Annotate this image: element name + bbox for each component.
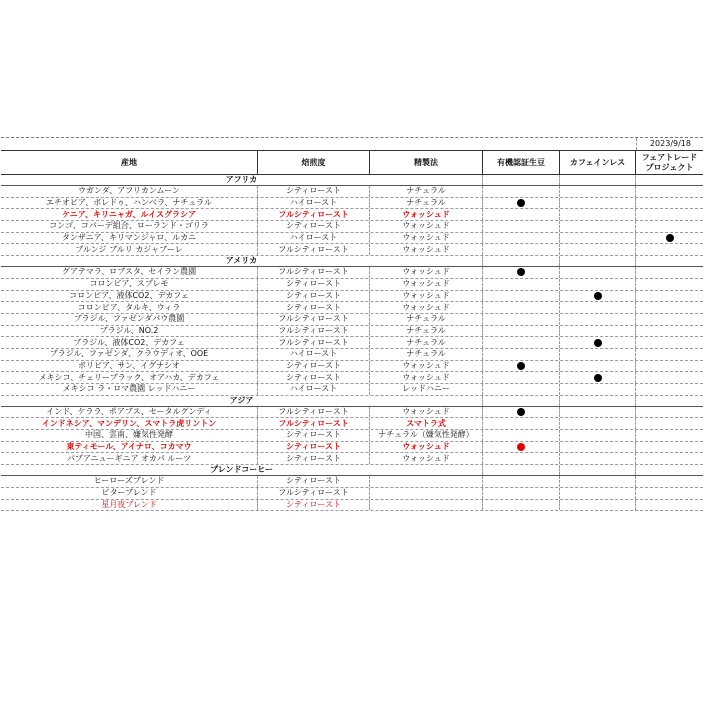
table-row	[1, 302, 703, 314]
organic-cell	[483, 186, 560, 197]
roast-cell-text: シティロースト	[286, 360, 341, 370]
process-cell-text: ウォッシュド	[402, 407, 450, 417]
origin-cell	[1, 291, 258, 302]
organic-cell	[483, 267, 560, 278]
origin-cell	[1, 430, 258, 441]
process-cell-text: ウォッシュド	[402, 233, 450, 243]
process-cell	[370, 233, 483, 244]
origin-cell-text: ブラジル、NO.2	[99, 325, 159, 335]
process-cell-text: ウォッシュド	[402, 302, 450, 312]
marker-dot-icon	[517, 199, 525, 207]
roast-cell-text: フルシティロースト	[278, 209, 349, 219]
coffee-origin-table	[1, 137, 703, 511]
roast-cell-text: シティロースト	[286, 186, 341, 196]
table-row	[1, 349, 703, 361]
fairtrade-cell	[636, 244, 703, 255]
origin-cell-text: メキシコ ラ・ロマ農園 レッドハニー	[62, 384, 196, 394]
table-row	[1, 209, 703, 221]
roast-cell-text: シティロースト	[286, 302, 341, 312]
organic-cell	[483, 302, 560, 313]
process-cell	[370, 337, 483, 348]
fairtrade-cell	[636, 418, 703, 429]
roast-cell	[258, 302, 370, 313]
roast-cell-text: シティロースト	[286, 372, 341, 382]
organic-cell	[483, 430, 560, 441]
process-cell-text: ナチュラル	[406, 314, 446, 324]
origin-cell-text: ブルンジ ブルリ カジャブーレ	[75, 244, 183, 254]
organic-cell	[483, 314, 560, 325]
table-row	[1, 430, 703, 442]
origin-cell	[1, 407, 258, 418]
roast-cell-text: シティロースト	[286, 453, 341, 463]
organic-cell	[483, 418, 560, 429]
roast-cell	[258, 500, 370, 511]
origin-cell-text: インドネシア、マンデリン、スマトラ虎リントン	[41, 418, 217, 428]
roast-cell-text: シティロースト	[286, 430, 341, 440]
table-row	[1, 291, 703, 303]
table-row	[1, 500, 703, 512]
process-cell	[370, 488, 483, 499]
process-cell-text: スマトラ式	[406, 418, 446, 428]
origin-cell	[1, 244, 258, 255]
decaf-cell	[560, 430, 636, 441]
header-organic: 有機認証生豆	[483, 151, 560, 174]
roast-cell-text: シティロースト	[286, 290, 341, 300]
table-row	[1, 418, 703, 430]
table-row	[1, 314, 703, 326]
roast-cell-text: フルシティロースト	[278, 325, 349, 335]
process-cell-text: ウォッシュド	[402, 453, 450, 463]
origin-cell-text: 東ティモール、アイナロ、コカマウ	[66, 442, 192, 452]
fairtrade-cell	[636, 209, 703, 220]
table-row	[1, 221, 703, 233]
fairtrade-cell	[636, 302, 703, 313]
origin-cell-text: パプアニューギニア オカパ ルーツ	[66, 453, 192, 463]
process-cell-text: ナチュラル	[406, 186, 446, 196]
fairtrade-cell	[636, 488, 703, 499]
decaf-cell	[560, 361, 636, 372]
marker-dot-icon	[517, 408, 525, 416]
origin-cell	[1, 267, 258, 278]
organic-cell	[483, 453, 560, 464]
roast-cell-text: シティロースト	[286, 499, 341, 509]
header-decaf: カフェインレス	[560, 151, 636, 174]
table-row	[1, 407, 703, 419]
process-cell-text: ウォッシュド	[402, 244, 450, 254]
roast-cell	[258, 233, 370, 244]
fairtrade-cell	[636, 198, 703, 209]
roast-cell-text: シティロースト	[286, 221, 341, 231]
process-cell-text: ウォッシュド	[402, 442, 450, 452]
fairtrade-cell	[636, 291, 703, 302]
origin-cell	[1, 326, 258, 337]
origin-cell	[1, 279, 258, 290]
roast-cell-text: シティロースト	[286, 279, 341, 289]
process-cell	[370, 372, 483, 383]
table-row	[1, 476, 703, 488]
origin-cell	[1, 349, 258, 360]
decaf-cell	[560, 244, 636, 255]
process-cell	[370, 279, 483, 290]
process-cell-text: ナチュラル（嫌気性発酵）	[378, 430, 474, 440]
organic-cell	[483, 198, 560, 209]
region-label: アジア	[1, 396, 483, 406]
roast-cell	[258, 453, 370, 464]
table-row	[1, 361, 703, 373]
process-cell	[370, 361, 483, 372]
fairtrade-cell	[636, 349, 703, 360]
process-cell	[370, 221, 483, 232]
roast-cell-text: フルシティロースト	[278, 418, 349, 428]
roast-cell	[258, 337, 370, 348]
origin-cell-text: コロンビア、タルキ、ウィラ	[77, 302, 181, 312]
organic-cell	[483, 476, 560, 487]
marker-dot-icon	[594, 374, 602, 382]
decaf-cell	[560, 384, 636, 395]
origin-cell	[1, 442, 258, 453]
origin-cell-text: 星月夜ブレンド	[101, 499, 157, 509]
header-roast: 焙煎度	[258, 151, 370, 174]
roast-cell	[258, 361, 370, 372]
roast-cell	[258, 384, 370, 395]
organic-cell	[483, 407, 560, 418]
origin-cell-text: コロンビア、液体CO2、デカフェ	[69, 290, 189, 300]
fairtrade-cell	[636, 326, 703, 337]
origin-cell-text: ブラジル、ファゼンダパウ農園	[73, 314, 185, 324]
origin-cell-text: メキシコ、チェリーブラック、オアハカ、デカフェ	[38, 372, 220, 382]
organic-cell	[483, 209, 560, 220]
fairtrade-cell	[636, 337, 703, 348]
roast-cell-text: フルシティロースト	[278, 337, 349, 347]
decaf-cell	[560, 198, 636, 209]
process-cell	[370, 430, 483, 441]
decaf-cell	[560, 488, 636, 499]
region-row	[1, 465, 703, 476]
decaf-cell	[560, 372, 636, 383]
roast-cell-text: フルシティロースト	[278, 244, 349, 254]
origin-cell	[1, 209, 258, 220]
fairtrade-cell	[636, 314, 703, 325]
marker-dot-icon	[666, 234, 674, 242]
origin-cell-text: グアテマラ、ロブスタ、セイラン農園	[61, 267, 197, 277]
fairtrade-cell	[636, 361, 703, 372]
roast-cell-text: フルシティロースト	[278, 488, 349, 498]
origin-cell-text: インド、ケララ、ポアブス、セータルグンディ	[46, 407, 212, 417]
roast-cell	[258, 372, 370, 383]
process-cell	[370, 453, 483, 464]
decaf-cell	[560, 476, 636, 487]
roast-cell	[258, 314, 370, 325]
roast-cell-text: シティロースト	[286, 476, 341, 486]
process-cell-text: ウォッシュド	[402, 279, 450, 289]
organic-cell	[483, 442, 560, 453]
roast-cell	[258, 349, 370, 360]
organic-cell	[483, 279, 560, 290]
table-row	[1, 442, 703, 454]
marker-dot-icon	[517, 362, 525, 370]
organic-cell	[483, 361, 560, 372]
process-cell	[370, 244, 483, 255]
origin-cell-text: ボリビア、サン、イグナシオ	[78, 360, 180, 370]
decaf-cell	[560, 209, 636, 220]
organic-cell	[483, 291, 560, 302]
origin-cell-text: タンザニア、キリマンジャロ、ルカニ	[61, 233, 197, 243]
origin-cell	[1, 233, 258, 244]
roast-cell	[258, 221, 370, 232]
process-cell	[370, 302, 483, 313]
organic-cell	[483, 372, 560, 383]
roast-cell	[258, 291, 370, 302]
process-cell-text: ナチュラル	[406, 337, 446, 347]
roast-cell-text: フルシティロースト	[278, 267, 349, 277]
process-cell-text: レッドハニー	[402, 384, 450, 394]
origin-cell-text: ウガンダ、アフリカンムーン	[78, 186, 180, 196]
origin-cell-text: ビターブレンド	[101, 488, 157, 498]
organic-cell	[483, 244, 560, 255]
roast-cell	[258, 407, 370, 418]
decaf-cell	[560, 186, 636, 197]
process-cell	[370, 384, 483, 395]
decaf-cell	[560, 442, 636, 453]
process-cell	[370, 326, 483, 337]
process-cell	[370, 442, 483, 453]
fairtrade-cell	[636, 279, 703, 290]
process-cell	[370, 291, 483, 302]
roast-cell	[258, 267, 370, 278]
decaf-cell	[560, 302, 636, 313]
roast-cell-text: ハイロースト	[289, 384, 338, 394]
header-fairtrade: フェアトレード プロジェクト	[641, 153, 698, 172]
region-label: アフリカ	[1, 175, 483, 185]
origin-cell	[1, 500, 258, 511]
decaf-cell	[560, 279, 636, 290]
roast-cell	[258, 442, 370, 453]
roast-cell	[258, 326, 370, 337]
process-cell-text: ウォッシュド	[402, 221, 450, 231]
origin-cell	[1, 337, 258, 348]
decaf-cell	[560, 349, 636, 360]
roast-cell	[258, 488, 370, 499]
origin-cell-text: ブラジル、液体CO2、デカフェ	[73, 337, 185, 347]
organic-cell	[483, 221, 560, 232]
organic-cell	[483, 349, 560, 360]
origin-cell	[1, 384, 258, 395]
table-row	[1, 488, 703, 500]
process-cell-text: ナチュラル	[406, 325, 446, 335]
roast-cell-text: シティロースト	[286, 442, 341, 452]
origin-cell-text: 中国、雲南、嫌気性発酵	[85, 430, 173, 440]
region-row	[1, 175, 703, 186]
origin-cell	[1, 221, 258, 232]
origin-cell	[1, 186, 258, 197]
fairtrade-cell	[636, 384, 703, 395]
decaf-cell	[560, 453, 636, 464]
origin-cell	[1, 361, 258, 372]
roast-cell	[258, 209, 370, 220]
decaf-cell	[560, 500, 636, 511]
table-row	[1, 326, 703, 338]
origin-cell-text: ヒーローズブレンド	[93, 476, 165, 486]
header-process: 精製法	[370, 151, 483, 174]
process-cell	[370, 418, 483, 429]
process-cell	[370, 209, 483, 220]
roast-cell	[258, 244, 370, 255]
process-cell-text: ナチュラル	[406, 349, 446, 359]
origin-cell	[1, 302, 258, 313]
roast-cell-text: ハイロースト	[289, 233, 338, 243]
origin-cell	[1, 418, 258, 429]
table-row	[1, 384, 703, 396]
origin-cell-text: ブラジル、ファゼンダ、クラウディオ、OOE	[49, 349, 209, 359]
region-row	[1, 256, 703, 267]
organic-cell	[483, 233, 560, 244]
origin-cell-text: ケニア、キリニャガ、ルイスグラシア	[61, 209, 197, 219]
decaf-cell	[560, 407, 636, 418]
roast-cell-text: フルシティロースト	[278, 314, 349, 324]
decaf-cell	[560, 337, 636, 348]
origin-cell	[1, 488, 258, 499]
fairtrade-cell	[636, 186, 703, 197]
decaf-cell	[560, 326, 636, 337]
fairtrade-cell	[636, 221, 703, 232]
origin-cell	[1, 198, 258, 209]
fairtrade-cell	[636, 407, 703, 418]
process-cell-text: ウォッシュド	[402, 372, 450, 382]
fairtrade-cell	[636, 372, 703, 383]
organic-cell	[483, 326, 560, 337]
fairtrade-cell	[636, 267, 703, 278]
decaf-cell	[560, 418, 636, 429]
region-label: ブレンドコーヒー	[1, 465, 483, 475]
date-row	[1, 138, 703, 150]
process-cell-text: ウォッシュド	[402, 267, 450, 277]
process-cell-text: ウォッシュド	[402, 209, 450, 219]
organic-cell	[483, 500, 560, 511]
process-cell	[370, 500, 483, 511]
decaf-cell	[560, 221, 636, 232]
organic-cell	[483, 337, 560, 348]
marker-dot-icon	[517, 443, 525, 451]
marker-dot-icon	[594, 292, 602, 300]
origin-cell-text: エチオピア、ボレドゥ、ハンベラ、ナチュラル	[46, 198, 212, 208]
table-row	[1, 186, 703, 198]
table-row	[1, 279, 703, 291]
fairtrade-cell	[636, 233, 703, 244]
decaf-cell	[560, 267, 636, 278]
roast-cell-text: ハイロースト	[289, 349, 338, 359]
origin-cell	[1, 476, 258, 487]
origin-cell	[1, 314, 258, 325]
table-row	[1, 453, 703, 465]
origin-cell	[1, 372, 258, 383]
region-label: アメリカ	[1, 256, 483, 266]
process-cell	[370, 407, 483, 418]
fairtrade-cell	[636, 453, 703, 464]
region-row	[1, 396, 703, 407]
organic-cell	[483, 488, 560, 499]
organic-cell	[483, 384, 560, 395]
origin-cell-text: コロンビア、スプレモ	[89, 279, 169, 289]
process-cell	[370, 349, 483, 360]
fairtrade-cell	[636, 442, 703, 453]
roast-cell	[258, 186, 370, 197]
roast-cell	[258, 430, 370, 441]
process-cell	[370, 267, 483, 278]
process-cell	[370, 186, 483, 197]
table-row	[1, 233, 703, 245]
roast-cell-text: ハイロースト	[289, 198, 338, 208]
roast-cell	[258, 476, 370, 487]
origin-cell	[1, 453, 258, 464]
process-cell	[370, 476, 483, 487]
fairtrade-cell	[636, 430, 703, 441]
roast-cell	[258, 198, 370, 209]
table-row	[1, 337, 703, 349]
process-cell-text: ウォッシュド	[402, 360, 450, 370]
process-cell-text: ウォッシュド	[402, 290, 450, 300]
decaf-cell	[560, 233, 636, 244]
table-header	[1, 150, 703, 175]
roast-cell-text: フルシティロースト	[278, 407, 349, 417]
decaf-cell	[560, 314, 636, 325]
decaf-cell	[560, 291, 636, 302]
process-cell-text: ナチュラル	[406, 198, 446, 208]
table-row	[1, 372, 703, 384]
fairtrade-cell	[636, 500, 703, 511]
document-date: 2023/9/18	[636, 138, 703, 150]
roast-cell	[258, 279, 370, 290]
header-origin: 産地	[1, 151, 258, 174]
process-cell	[370, 314, 483, 325]
table-row	[1, 198, 703, 210]
table-row	[1, 244, 703, 256]
roast-cell	[258, 418, 370, 429]
origin-cell-text: コンゴ、コパーデ組合、ローランド・ゴリラ	[49, 221, 209, 231]
process-cell	[370, 198, 483, 209]
table-body	[1, 175, 703, 511]
table-row	[1, 267, 703, 279]
marker-dot-icon	[594, 339, 602, 347]
marker-dot-icon	[517, 268, 525, 276]
fairtrade-cell	[636, 476, 703, 487]
